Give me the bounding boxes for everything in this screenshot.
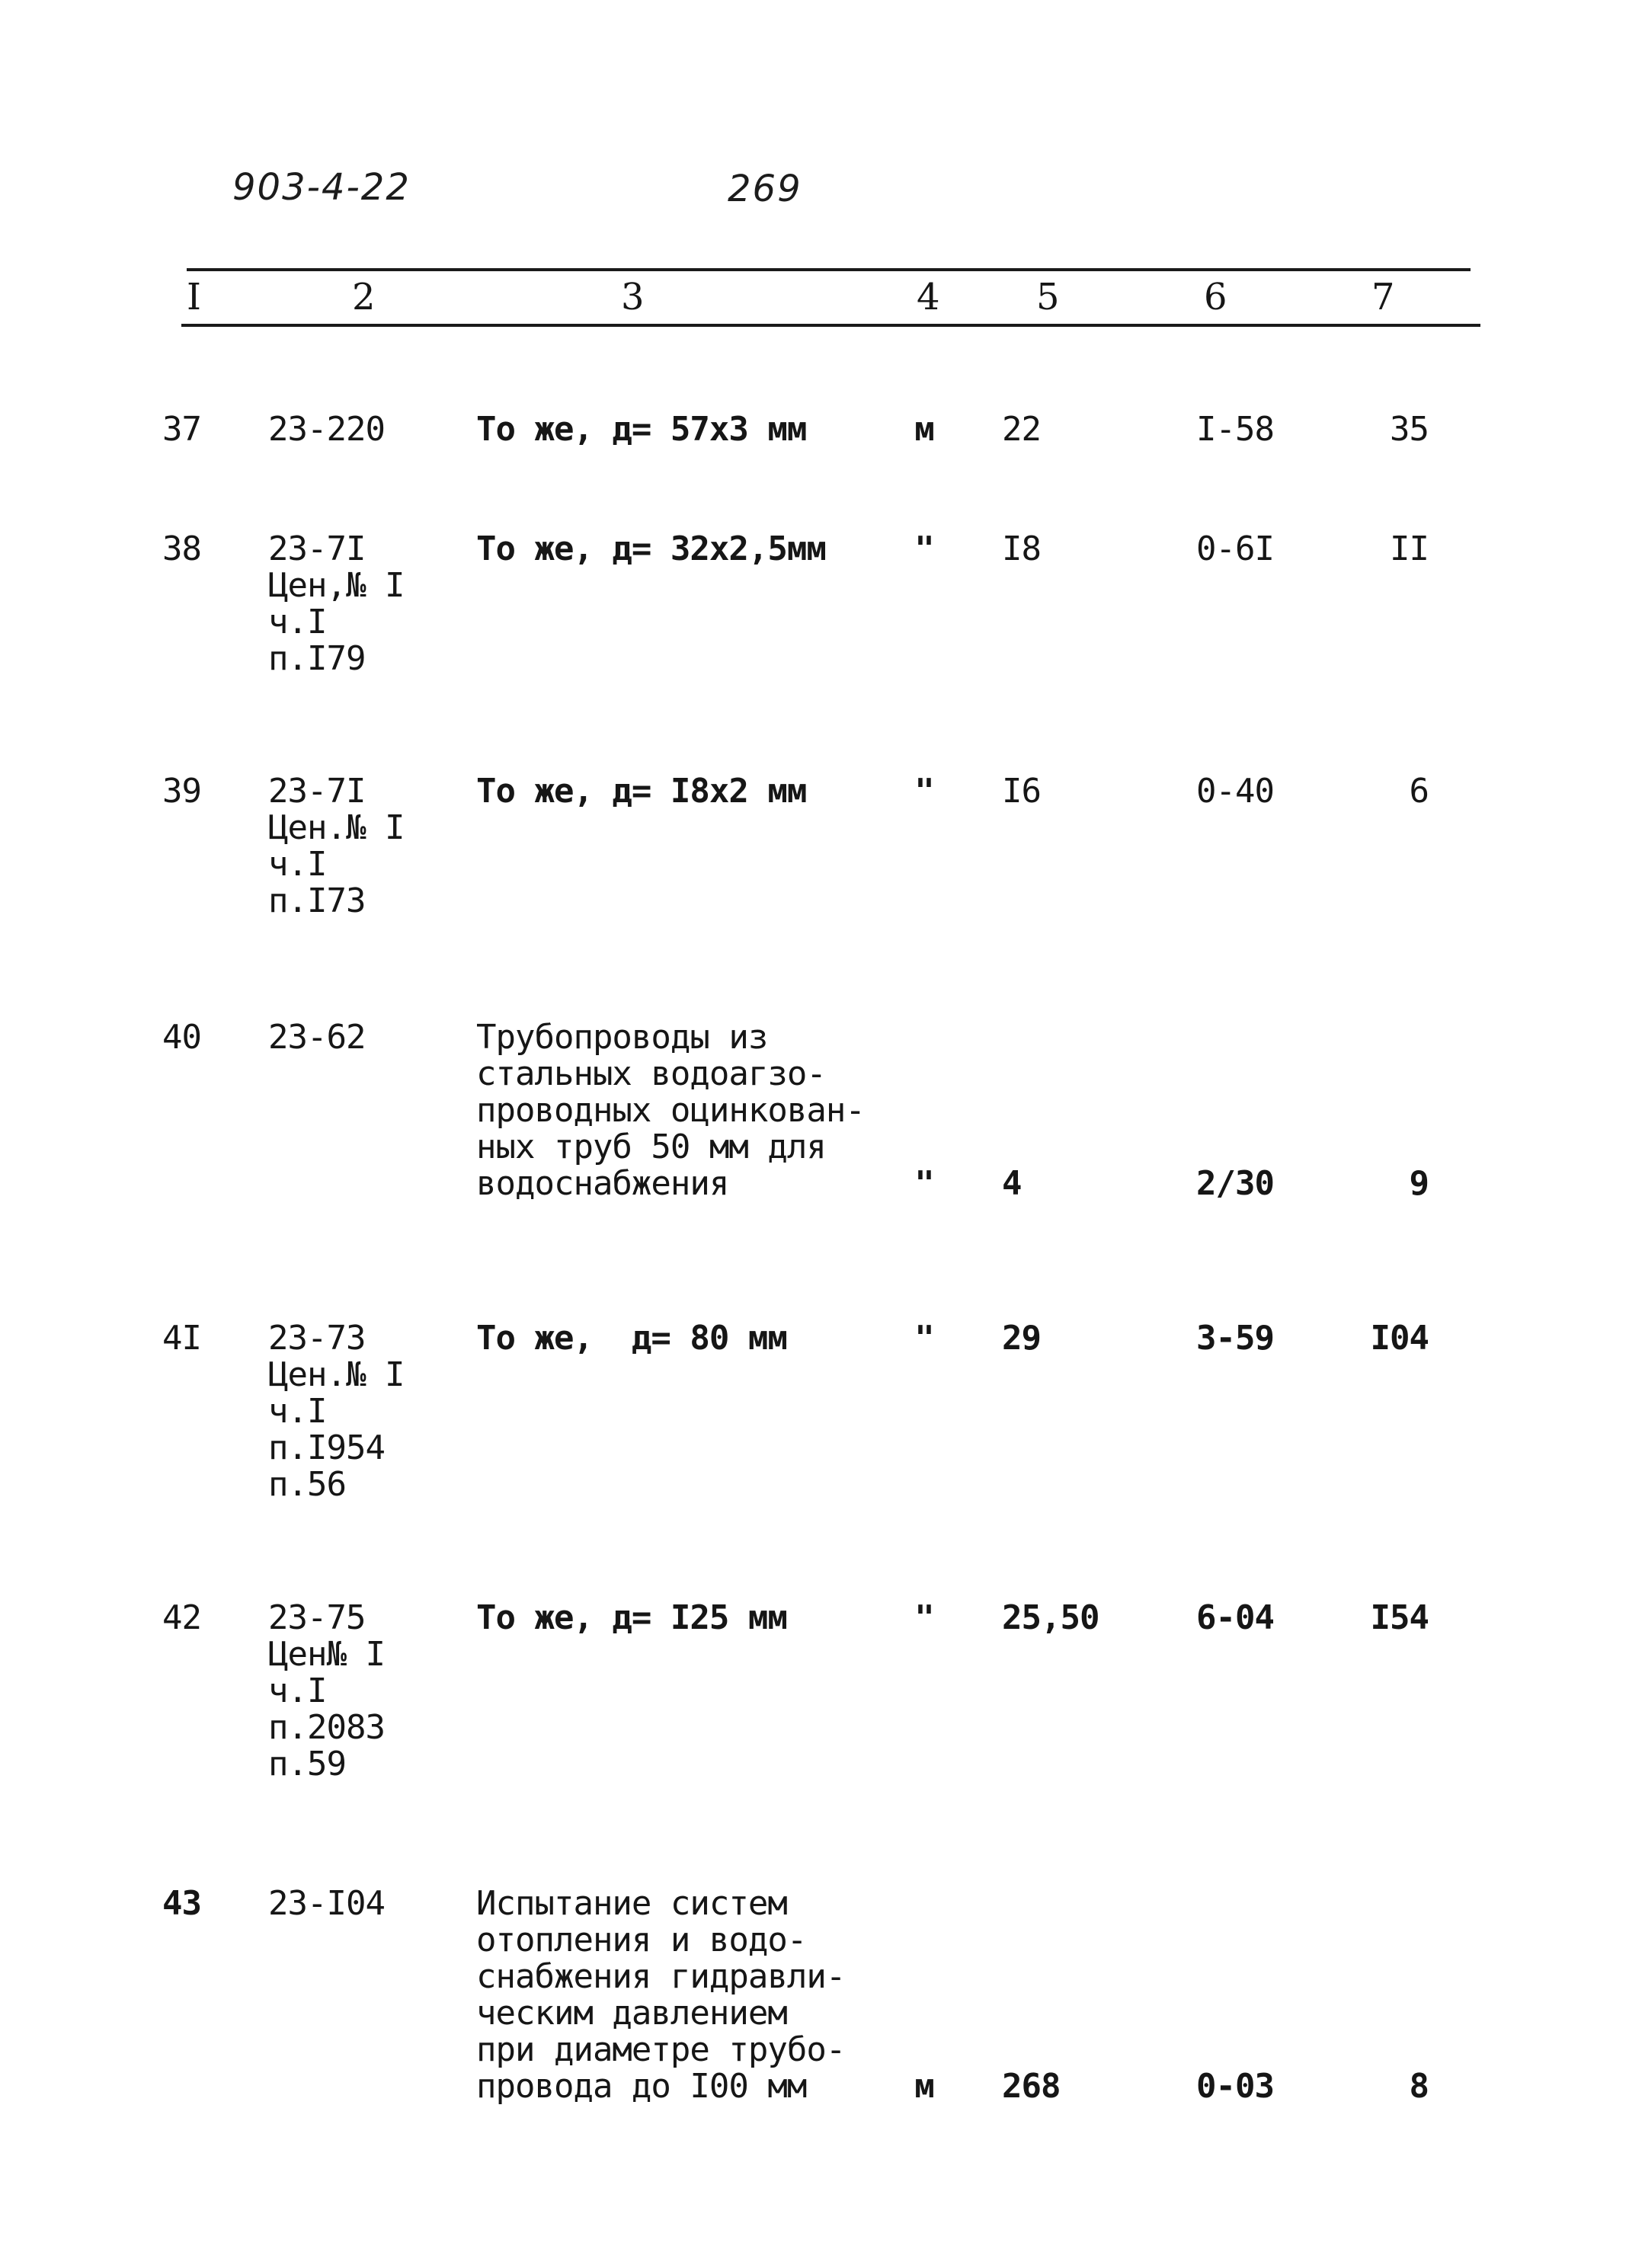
quantity: 29: [1002, 1319, 1041, 1358]
row-number: 4I: [162, 1319, 201, 1358]
unit: ": [914, 1598, 934, 1637]
row-number: 43: [162, 1884, 201, 1923]
rate-code: 23-7I Цен.№ I ч.I п.I73: [268, 772, 405, 920]
unit: ": [914, 529, 934, 568]
rate-code: 23-62: [268, 1018, 366, 1057]
column-header-5: 5: [1036, 276, 1060, 318]
rate-code: 23-7I Цен,№ I ч.I п.I79: [268, 529, 405, 678]
unit: ": [914, 772, 934, 811]
row-number: 42: [162, 1598, 201, 1637]
rate-code: 23-I04: [268, 1884, 385, 1923]
work-description: То же, д= I25 мм: [476, 1598, 787, 1637]
quantity: I8: [1002, 529, 1041, 568]
row-number: 38: [162, 529, 201, 568]
work-description: Испытание систем отопления и водо- снабжения гидравли- ческим давлением при диаметре трубо- провода до I00 мм: [476, 1884, 846, 2106]
quantity: I6: [1002, 772, 1041, 811]
unit-price: 0-6I: [1196, 529, 1274, 568]
work-description: То же, д= 32х2,5мм: [476, 529, 826, 568]
page-number: 269: [728, 168, 802, 210]
table-top-rule: [187, 268, 1471, 271]
unit: ": [914, 1319, 934, 1358]
column-header-3: 3: [621, 276, 645, 318]
unit-price: 2/30: [1196, 1164, 1274, 1203]
row-number: 40: [162, 1018, 201, 1057]
row-number: 39: [162, 772, 201, 811]
unit-price: 6-04: [1196, 1598, 1274, 1637]
rate-code: 23-73 Цен.№ I ч.I п.I954 п.56: [268, 1319, 405, 1504]
column-header-4: 4: [917, 276, 940, 318]
total-cost: 9: [1409, 1164, 1429, 1203]
work-description: То же, д= 57х3 мм: [476, 410, 807, 449]
unit: м: [914, 410, 934, 449]
unit-price: I-58: [1196, 410, 1274, 449]
unit: ": [914, 1164, 934, 1203]
total-cost: 35: [1390, 410, 1429, 449]
column-header-7: 7: [1371, 276, 1395, 318]
row-number: 37: [162, 410, 201, 449]
quantity: 4: [1002, 1164, 1022, 1203]
total-cost: I54: [1370, 1598, 1429, 1637]
column-header-2: 2: [352, 276, 376, 318]
column-header-1: I: [187, 276, 201, 318]
total-cost: II: [1390, 529, 1429, 568]
work-description: То же, д= I8х2 мм: [476, 772, 807, 811]
total-cost: 6: [1409, 772, 1429, 811]
table-header-rule: [181, 324, 1480, 327]
quantity: 25,50: [1002, 1598, 1099, 1637]
rate-code: 23-75 Цен№ I ч.I п.2083 п.59: [268, 1598, 385, 1783]
column-header-6: 6: [1204, 276, 1227, 318]
work-description: Трубопроводы из стальных водоагзо- проводных оцинкован- ных труб 50 мм для водоснабжения: [476, 1018, 865, 1203]
unit-price: 0-40: [1196, 772, 1274, 811]
rate-code: 23-220: [268, 410, 385, 449]
unit-price: 3-59: [1196, 1319, 1274, 1358]
total-cost: I04: [1370, 1319, 1429, 1358]
document-code: 903-4-22: [232, 166, 411, 209]
total-cost: 8: [1409, 2067, 1429, 2106]
quantity: 268: [1002, 2067, 1061, 2106]
unit: м: [914, 2067, 934, 2106]
unit-price: 0-03: [1196, 2067, 1274, 2106]
work-description: То же, д= 80 мм: [476, 1319, 787, 1358]
quantity: 22: [1002, 410, 1041, 449]
